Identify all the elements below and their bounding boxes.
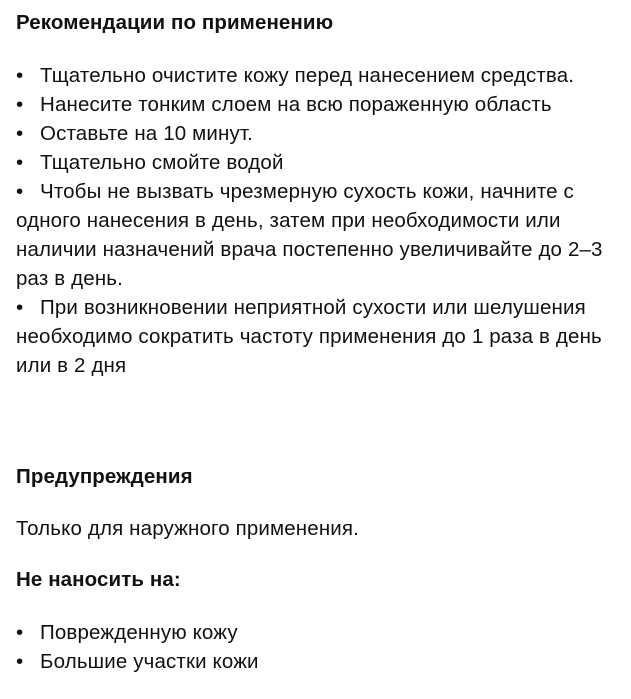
list-item	[16, 119, 621, 148]
list-item	[16, 148, 621, 177]
bullet-icon: •	[16, 296, 24, 319]
list-item-text: Нанесите тонким слоем на всю пораженную область	[40, 93, 552, 116]
do-not-apply-heading: Не наносить на:	[16, 568, 181, 591]
recommendations-heading: Рекомендации по применению	[16, 11, 334, 34]
list-item-text: При возникновении неприятной сухости или шелушения необходимо сократить частоту применения до 1 раза в день или в 2 дня	[16, 296, 602, 377]
warnings-heading: Предупреждения	[16, 465, 193, 488]
bullet-icon: •	[16, 122, 24, 145]
list-item-text: Поврежденную кожу	[40, 621, 238, 644]
list-item-text: Тщательно очистите кожу перед нанесением средства.	[40, 64, 575, 87]
list-item	[16, 293, 621, 380]
list-item	[16, 647, 259, 676]
warnings-text: Только для наружного применения.	[16, 517, 359, 540]
list-item-text: Тщательно смойте водой	[40, 151, 284, 174]
do-not-apply-list	[16, 618, 259, 676]
list-item	[16, 177, 621, 293]
recommendations-list	[16, 61, 621, 380]
list-item-text: Большие участки кожи	[40, 650, 259, 673]
list-item	[16, 61, 621, 90]
bullet-icon: •	[16, 621, 24, 644]
list-item	[16, 618, 259, 647]
bullet-icon: •	[16, 151, 24, 174]
list-item	[16, 90, 621, 119]
bullet-icon: •	[16, 64, 24, 87]
list-item-text: Оставьте на 10 минут.	[40, 122, 253, 145]
list-item-text: Чтобы не вызвать чрезмерную сухость кожи, начните с одного нанесения в день, затем при необходимости или наличии назначений врача постепенно увеличивайте до 2–3 раз в день.	[16, 180, 603, 290]
bullet-icon: •	[16, 93, 24, 116]
bullet-icon: •	[16, 650, 24, 673]
bullet-icon: •	[16, 180, 24, 203]
